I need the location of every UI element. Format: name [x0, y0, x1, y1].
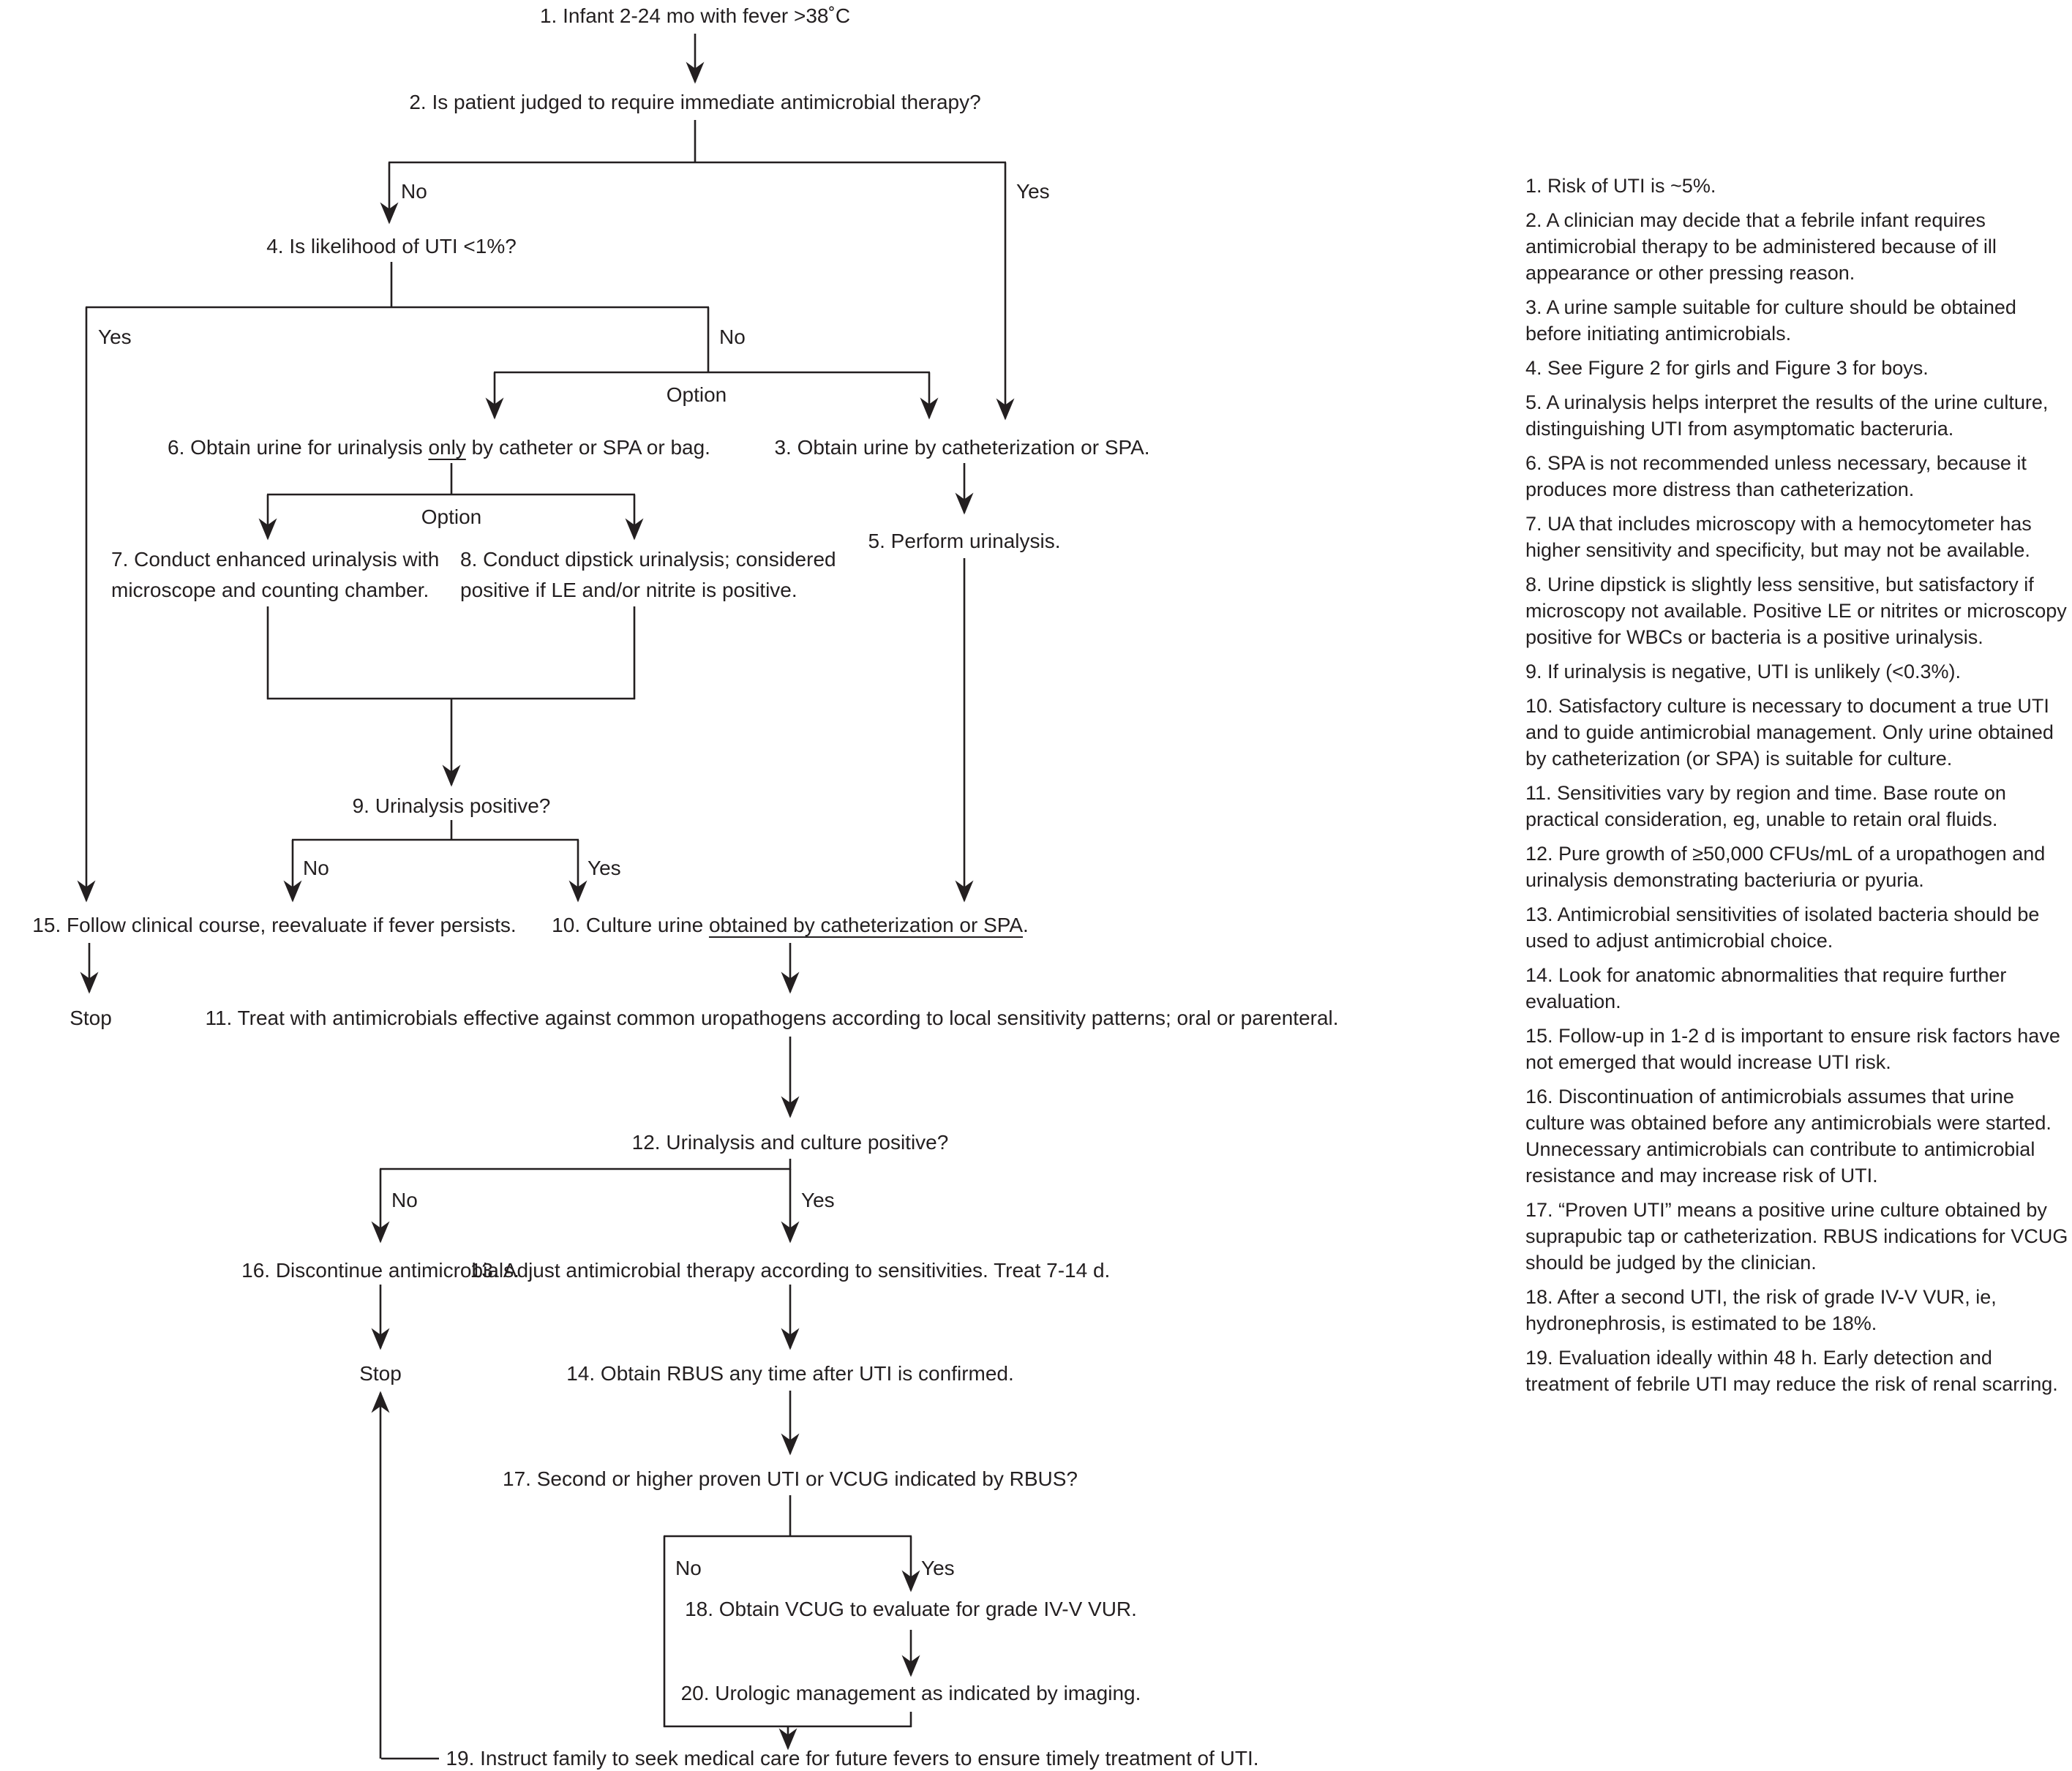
- node-2: 2. Is patient judged to require immediate antimicrobial therapy?: [409, 91, 981, 113]
- branch2-yes-label: Yes: [1016, 180, 1050, 203]
- note-3: 3. A urine sample suitable for culture should be obtained before initiating antimicrobials.: [1525, 296, 2016, 345]
- note-4: 4. See Figure 2 for girls and Figure 3 for boys.: [1525, 357, 1929, 379]
- node-5: 5. Perform urinalysis.: [868, 530, 1061, 552]
- branch12-yes-label: Yes: [801, 1189, 835, 1211]
- node-19: 19. Instruct family to seek medical care for future fevers to ensure timely treatment of UTI.: [446, 1747, 1259, 1770]
- note-10: 10. Satisfactory culture is necessary to document a true UTI and to guide antimicrobial management. Only urine obtained by catheterization (or SPA) is suitable for culture.: [1525, 695, 2054, 770]
- node-6-text-end: by catheter or SPA or bag.: [465, 436, 710, 459]
- node-8-line-2: positive if LE and/or nitrite is positive.: [460, 579, 797, 601]
- node-20: 20. Urologic management as indicated by imaging.: [680, 1682, 1141, 1704]
- node-17: 17. Second or higher proven UTI or VCUG indicated by RBUS?: [503, 1467, 1078, 1490]
- branch12-no-label: No: [391, 1189, 418, 1211]
- option1-label: Option: [666, 383, 727, 406]
- node-7-line-2: microscope and counting chamber.: [111, 579, 429, 601]
- note-9: 9. If urinalysis is negative, UTI is unlikely (<0.3%).: [1525, 661, 1961, 683]
- node-9: 9. Urinalysis positive?: [352, 794, 551, 817]
- node-18: 18. Obtain VCUG to evaluate for grade IV-V VUR.: [685, 1598, 1137, 1620]
- node-12: 12. Urinalysis and culture positive?: [631, 1131, 949, 1154]
- notes-panel: [1525, 173, 2071, 1405]
- connector-lines: [86, 34, 1006, 1759]
- node-10-underlined-text: obtained by catheterization or SPA: [708, 914, 1024, 936]
- node-14: 14. Obtain RBUS any time after UTI is confirmed.: [566, 1362, 1014, 1385]
- node-6-underlined-text: only: [428, 436, 466, 459]
- note-7: 7. UA that includes microscopy with a hemocytometer has higher sensitivity and specificity, but may not be available.: [1525, 513, 2032, 561]
- note-19: 19. Evaluation ideally within 48 h. Early detection and treatment of febrile UTI may reduce the risk of renal scarring.: [1525, 1347, 2058, 1395]
- branch17-no-label: No: [675, 1557, 702, 1579]
- node-8-line-1: 8. Conduct dipstick urinalysis; considered: [460, 548, 836, 571]
- branch17-yes-label: Yes: [921, 1557, 955, 1579]
- node-15: 15. Follow clinical course, reevaluate if fever persists.: [32, 914, 517, 936]
- note-5: 5. A urinalysis helps interpret the results of the urine culture, distinguishing UTI from asymptomatic bacteruria.: [1525, 391, 2049, 440]
- note-6: 6. SPA is not recommended unless necessary, because it produces more distress than catheterization.: [1525, 452, 2027, 500]
- node-1: 1. Infant 2-24 mo with fever >38˚C: [539, 4, 851, 27]
- node-6-text: 6. Obtain urine for urinalysis: [168, 436, 429, 459]
- node-7-line-1: 7. Conduct enhanced urinalysis with: [111, 548, 440, 571]
- node-10-text: 10. Culture urine: [552, 914, 709, 936]
- node-3: 3. Obtain urine by catheterization or SPA.: [774, 436, 1150, 459]
- stop-label-1: Stop: [70, 1007, 112, 1029]
- note-13: 13. Antimicrobial sensitivities of isolated bacteria should be used to adjust antimicrobial choice.: [1525, 903, 2040, 952]
- note-16: 16. Discontinuation of antimicrobials assumes that urine culture was obtained before any antimicrobials were started. Unnecessary antimicrobials can contribute to antimicrobial resistance and may increase risk of UTI.: [1525, 1086, 2052, 1187]
- node-16: 16. Discontinue antimicrobials.: [241, 1259, 519, 1282]
- note-18: 18. After a second UTI, the risk of grade IV-V VUR, ie, hydronephrosis, is estimated to be 18%.: [1525, 1286, 1997, 1334]
- note-15: 15. Follow-up in 1-2 d is important to ensure risk factors have not emerged that would increase UTI risk.: [1525, 1025, 2060, 1073]
- branch9-yes-label: Yes: [588, 857, 621, 879]
- note-14: 14. Look for anatomic abnormalities that require further evaluation.: [1525, 964, 2007, 1012]
- branch9-no-label: No: [303, 857, 329, 879]
- node-11: 11. Treat with antimicrobials effective against common uropathogens according to local sensitivity patterns; oral or parenteral.: [205, 1007, 1339, 1029]
- node-10-text-end: .: [1023, 914, 1029, 936]
- note-2: 2. A clinician may decide that a febrile infant requires antimicrobial therapy to be administered because of ill appearance or other pressing reason.: [1525, 209, 1997, 284]
- node-13: 13. Adjust antimicrobial therapy according to sensitivities. Treat 7-14 d.: [470, 1259, 1111, 1282]
- note-8: 8. Urine dipstick is slightly less sensitive, but satisfactory if microscopy not available. Positive LE or nitrites or microscopy positive for WBCs or bacteria is a positive urinalysis.: [1525, 574, 2067, 648]
- option2-label: Option: [421, 505, 482, 528]
- note-11: 11. Sensitivities vary by region and time. Base route on practical consideration, eg, unable to retain oral fluids.: [1525, 782, 2006, 830]
- note-12: 12. Pure growth of ≥50,000 CFUs/mL of a uropathogen and urinalysis demonstrating bacteriuria or pyuria.: [1525, 843, 2046, 891]
- node-4: 4. Is likelihood of UTI <1%?: [266, 235, 517, 257]
- stop-label-2: Stop: [359, 1362, 402, 1385]
- node-10: [552, 913, 1029, 938]
- branch4-no-label: No: [719, 326, 746, 348]
- node-6: [168, 435, 710, 460]
- note-17: 17. “Proven UTI” means a positive urine culture obtained by suprapubic tap or catheterization. RBUS indications for VCUG should be judged by the clinician.: [1525, 1199, 2068, 1274]
- note-1: 1. Risk of UTI is ~5%.: [1525, 175, 1716, 197]
- branch4-yes-label: Yes: [98, 326, 132, 348]
- branch2-no-label: No: [401, 180, 427, 203]
